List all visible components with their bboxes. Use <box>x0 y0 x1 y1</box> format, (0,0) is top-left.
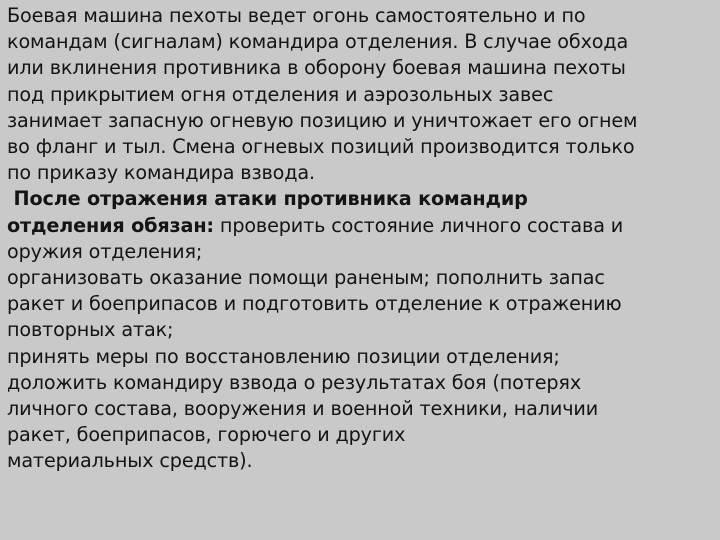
paragraph-1-line: или вклинения противника в оборону боевая машина пехоты <box>7 56 626 80</box>
duties-line: материальных средств). <box>7 449 253 473</box>
duties-first-item: проверить состояние личного состава и <box>213 213 624 237</box>
paragraph-1-line: Боевая машина пехоты ведет огонь самостоятельно и по <box>7 4 586 27</box>
duties-intro-line <box>7 213 713 239</box>
paragraph-1-line: во фланг и тыл. Смена огневых позиций производится только <box>7 135 635 159</box>
paragraph-1-line: под прикрытием огня отделения и аэрозольных завес <box>7 82 554 106</box>
duties-line: ракет и боеприпасов и подготовить отделение к отражению <box>7 292 622 316</box>
duties-line: личного состава, вооружения и военной техники, наличии <box>7 397 599 421</box>
duties-heading-end: отделения обязан: <box>7 213 214 237</box>
duties-line: оружия отделения; <box>7 239 203 263</box>
duties-line: доложить командиру взвода о результатах боя (потерях <box>7 370 582 394</box>
duties-line: повторных атак; <box>7 318 174 342</box>
paragraph-1-line: командам (сигналам) командира отделения. В случае обхода <box>7 30 629 54</box>
text-block <box>7 3 713 475</box>
duties-line: организовать оказание помощи раненым; пополнить запас <box>7 266 605 290</box>
duties-line: ракет, боеприпасов, горючего и других <box>7 423 406 447</box>
paragraph-1-line: по приказу командира взвода. <box>7 161 315 185</box>
duties-line: принять меры по восстановлению позиции отделения; <box>7 344 560 368</box>
heading-line: После отражения атаки противника командир <box>7 187 528 211</box>
paragraph-1-line: занимает запасную огневую позицию и уничтожает его огнем <box>7 108 638 132</box>
